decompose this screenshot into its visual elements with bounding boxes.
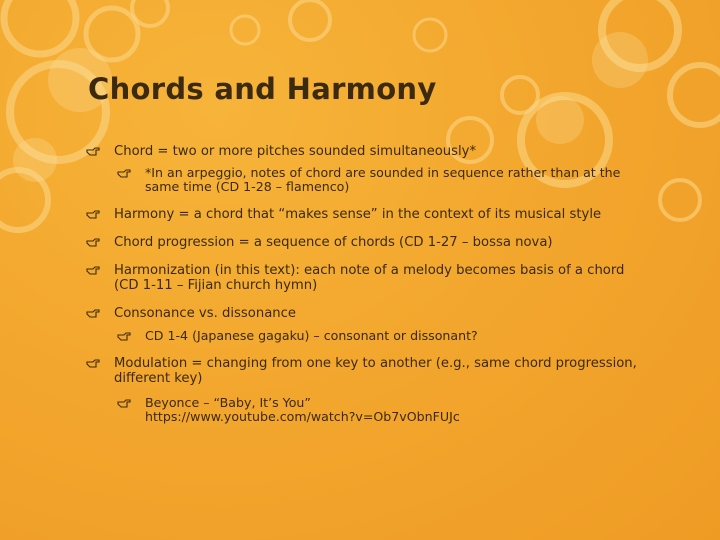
bullet-gagaku — [86, 329, 646, 343]
hand-pointer-icon — [86, 145, 101, 157]
term-harmonization: Harmonization — [114, 263, 211, 278]
slide-title: Chords and Harmony — [88, 72, 437, 106]
harmonization-definition: (in this text): each note of a melody becomes basis of a chord (CD 1-11 – Fijian church hymn) — [114, 263, 625, 293]
beyonce-song-title: Beyonce – “Baby, It’s You” — [145, 395, 311, 410]
hand-pointer-icon — [86, 208, 101, 220]
arpeggio-definition: , notes of chord are sounded in sequence rather than at the same time (CD 1-28 – flamenco) — [145, 165, 621, 194]
hand-pointer-icon — [117, 167, 132, 179]
term-arpeggio: arpeggio — [186, 165, 243, 180]
term-chord: Chord — [114, 144, 154, 159]
chord-progression-definition: = a sequence of chords (CD 1-27 – bossa nova) — [234, 235, 553, 250]
arpeggio-prefix: *In an — [145, 165, 187, 180]
bullet-harmony — [86, 207, 646, 222]
hand-pointer-icon — [117, 330, 132, 342]
term-modulation: Modulation — [114, 356, 188, 371]
hand-pointer-icon — [86, 307, 101, 319]
bullet-beyonce — [86, 396, 646, 424]
term-harmony: Harmony — [114, 207, 175, 222]
hand-pointer-icon — [86, 264, 101, 276]
bullet-chord-progression — [86, 235, 646, 250]
modulation-definition: = changing from one key to another (e.g., same chord progression, different key) — [114, 356, 637, 386]
chord-definition: = two or more pitches sounded simultaneously* — [153, 144, 477, 159]
hand-pointer-icon — [86, 236, 101, 248]
term-chord-progression: Chord progression — [114, 235, 235, 250]
hand-pointer-icon — [86, 357, 101, 369]
hand-pointer-icon — [117, 397, 132, 409]
bullet-chord — [86, 144, 646, 159]
bullet-list — [86, 144, 646, 424]
consonance-text: Consonance vs. dissonance — [114, 306, 296, 321]
harmony-definition: = a chord that “makes sense” in the context of its musical style — [174, 207, 602, 222]
bullet-modulation — [86, 356, 646, 386]
bullet-arpeggio — [86, 166, 646, 194]
gagaku-text: CD 1-4 (Japanese gagaku) – consonant or dissonant? — [145, 328, 478, 343]
bullet-consonance — [86, 306, 646, 321]
youtube-link[interactable]: https://www.youtube.com/watch?v=Ob7vObnFUJc — [145, 409, 460, 424]
bullet-harmonization — [86, 263, 646, 293]
